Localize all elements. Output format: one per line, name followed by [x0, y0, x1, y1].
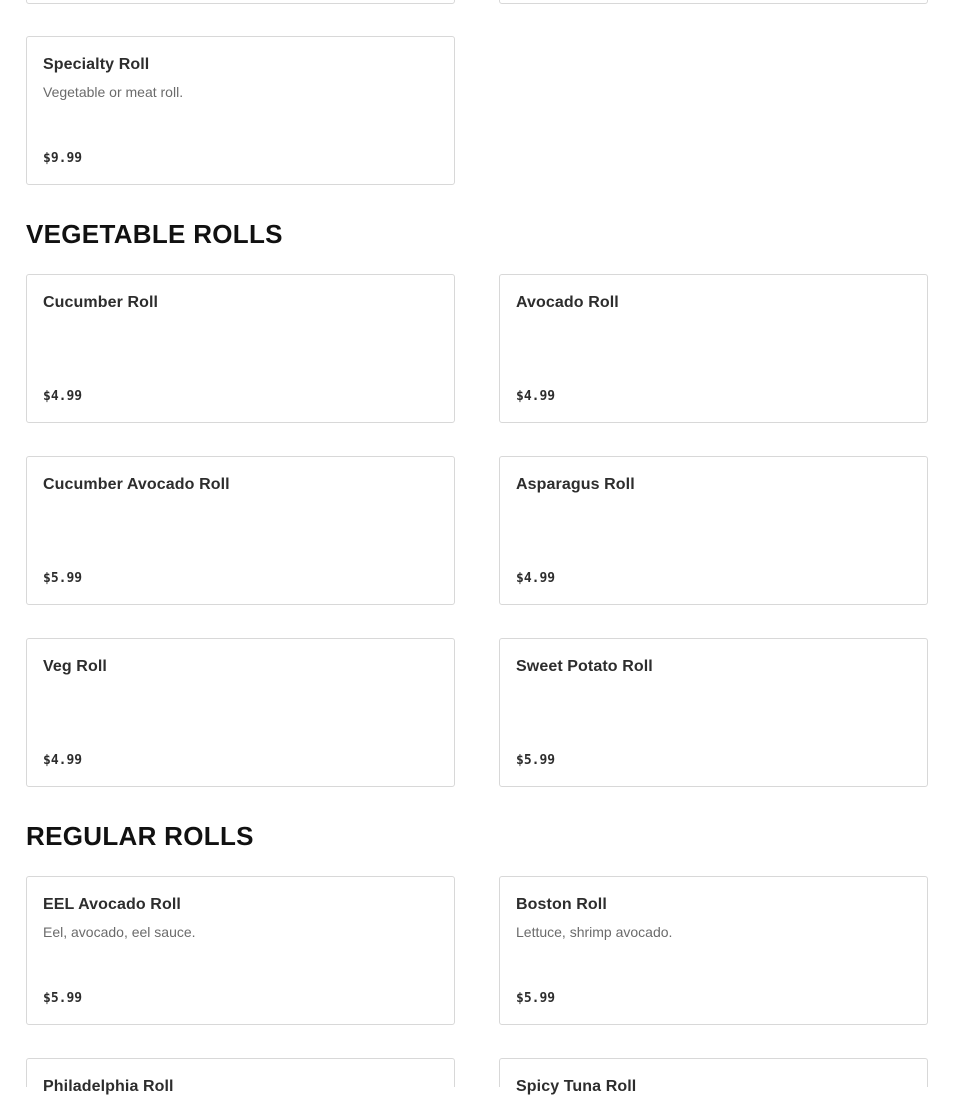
menu-item-card[interactable]	[26, 0, 455, 4]
menu-item-price: $5.99	[43, 571, 83, 586]
menu-item-name: Philadelphia Roll	[43, 1078, 174, 1095]
menu-item-name: Veg Roll	[43, 658, 107, 675]
menu-item-name: Avocado Roll	[516, 294, 619, 311]
menu-item-card-veg-roll[interactable]	[26, 638, 455, 787]
menu-item-price: $4.99	[516, 389, 556, 404]
menu-item-card-avocado-roll[interactable]	[499, 274, 928, 423]
menu-item-card[interactable]	[499, 0, 928, 4]
menu-item-card-cucumber-roll[interactable]	[26, 274, 455, 423]
menu-item-name: Boston Roll	[516, 896, 607, 913]
section-title-vegetable-rolls: VEGETABLE ROLLS	[26, 219, 283, 249]
menu-item-description: Lettuce, shrimp avocado.	[516, 924, 673, 940]
menu-item-description: Vegetable or meat roll.	[43, 84, 184, 100]
menu-item-card-sweet-potato-roll[interactable]	[499, 638, 928, 787]
menu-item-card-philadelphia-roll[interactable]	[26, 1058, 455, 1095]
menu-item-card-cucumber-avocado-roll[interactable]	[26, 456, 455, 605]
menu-item-card-spicy-tuna-roll[interactable]	[499, 1058, 928, 1095]
menu-item-description: Eel, avocado, eel sauce.	[43, 924, 196, 940]
menu-item-name: Specialty Roll	[43, 56, 150, 73]
menu-item-card-specialty-roll[interactable]	[26, 36, 455, 185]
menu-item-name: Cucumber Roll	[43, 294, 159, 311]
menu-item-name: Cucumber Avocado Roll	[43, 476, 230, 493]
menu-item-name: EEL Avocado Roll	[43, 896, 181, 913]
menu-item-price: $5.99	[516, 991, 556, 1006]
menu-item-price: $9.99	[43, 151, 83, 166]
menu-item-price: $4.99	[516, 571, 556, 586]
menu-item-price: $5.99	[516, 753, 556, 768]
menu-item-name: Asparagus Roll	[516, 476, 635, 493]
menu-item-card-boston-roll[interactable]	[499, 876, 928, 1025]
menu-item-name: Sweet Potato Roll	[516, 658, 653, 675]
section-title-regular-rolls: REGULAR ROLLS	[26, 821, 254, 851]
menu-item-price: $5.99	[43, 991, 83, 1006]
menu-item-card-asparagus-roll[interactable]	[499, 456, 928, 605]
menu-item-card-eel-avocado-roll[interactable]	[26, 876, 455, 1025]
menu-item-price: $4.99	[43, 389, 83, 404]
menu-item-price: $4.99	[43, 753, 83, 768]
menu-item-name: Spicy Tuna Roll	[516, 1078, 637, 1095]
